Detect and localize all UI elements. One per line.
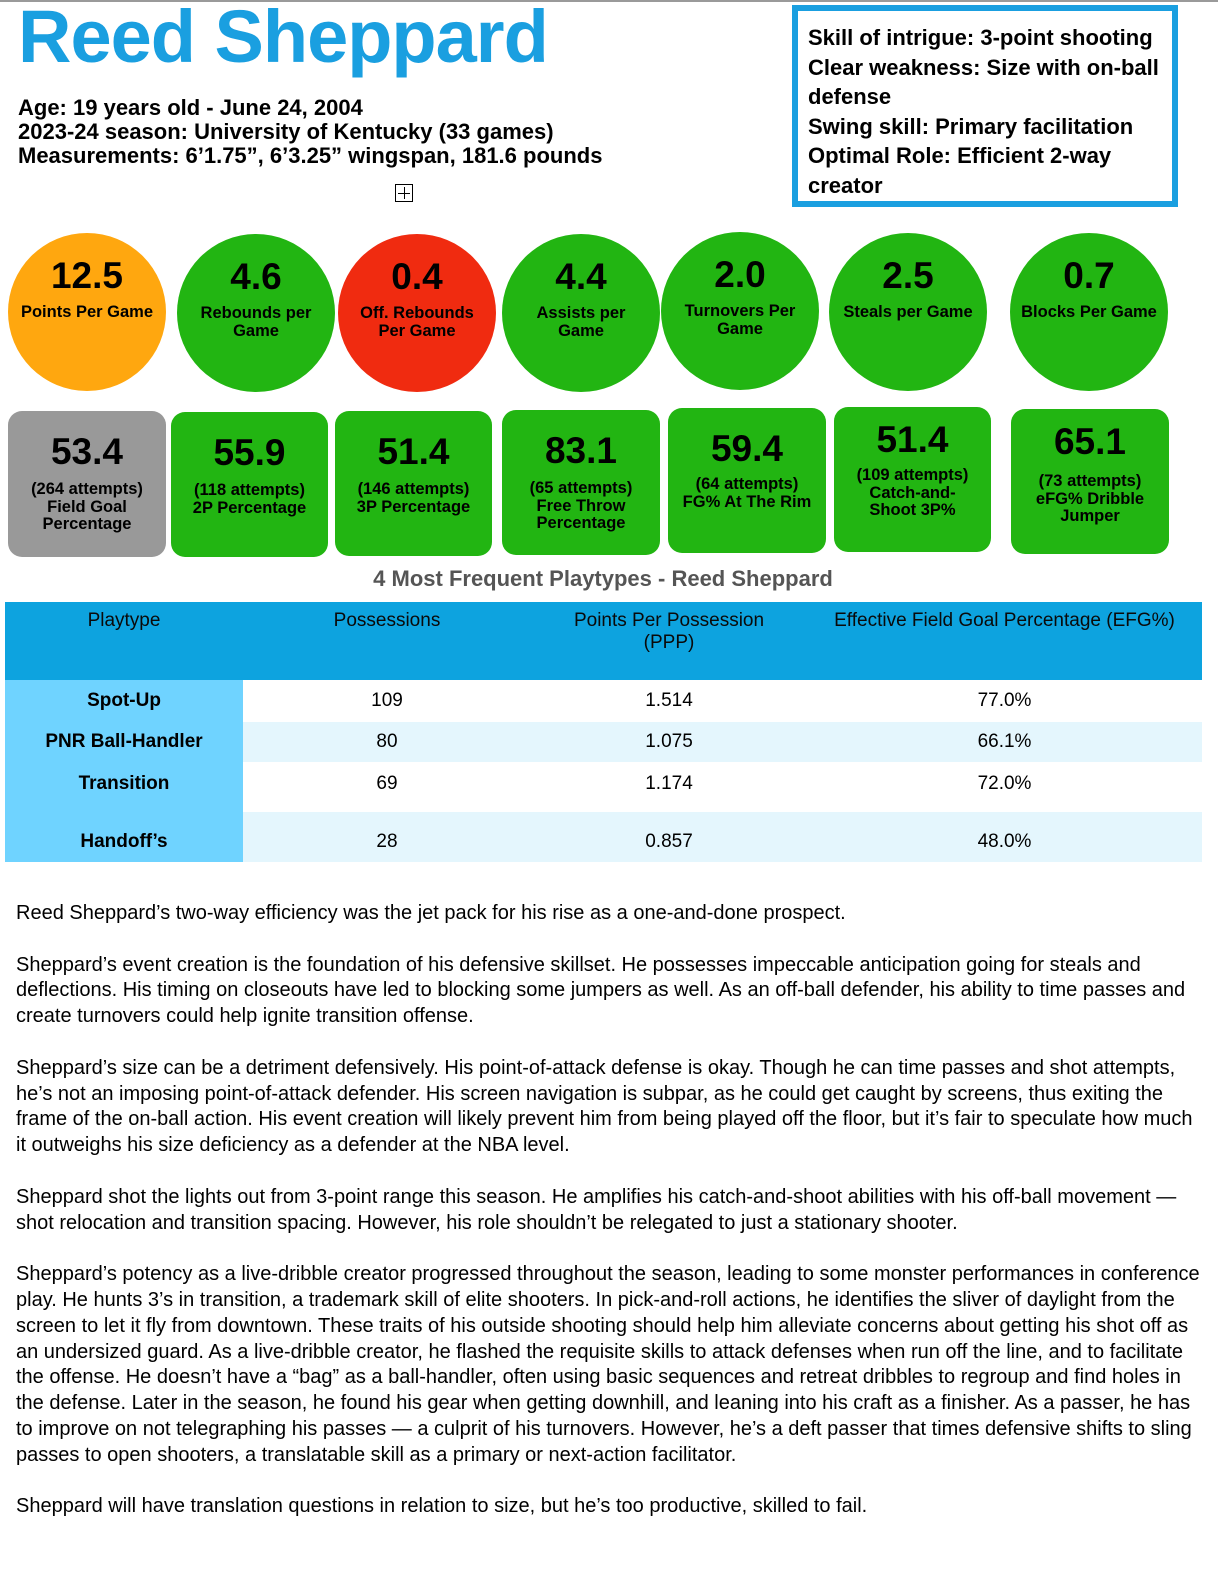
shooting-free-throw (502, 410, 660, 555)
shooting-3p (335, 411, 492, 556)
stat-label: Steals per Game (843, 303, 973, 321)
shooting-label: 3P Percentage (356, 497, 471, 516)
cell-possessions: 109 (371, 690, 403, 711)
stat-value: 12.5 (50, 255, 123, 296)
shooting-label: eFG% Dribble Jumper (1035, 489, 1145, 525)
stat-value: 4.6 (230, 256, 282, 297)
shooting-value: 83.1 (544, 430, 617, 471)
stat-rebounds-per-game (177, 234, 335, 392)
stat-label: Rebounds per Game (200, 304, 312, 340)
stat-label: Turnovers Per Game (684, 302, 796, 338)
stat-off-rebounds-per-game (338, 234, 496, 392)
cell-possessions: 69 (376, 773, 398, 794)
table-row (5, 680, 1202, 722)
skill-weakness: Clear weakness: Size with on-ball defense (808, 54, 1159, 109)
player-bio (18, 96, 602, 168)
article-paragraph: Reed Sheppard’s two-way efficiency was the jet pack for his rise as a one-and-done prospect. (16, 902, 846, 924)
shooting-attempts: (146 attempts) (357, 480, 470, 498)
shooting-attempts: (109 attempts) (856, 466, 969, 484)
shooting-label: FG% At The Rim (682, 492, 812, 511)
stat-value: 2.5 (882, 255, 934, 296)
stat-steals-per-game (829, 233, 987, 391)
cell-playtype: Transition (5, 762, 243, 812)
cell-efg: 66.1% (807, 722, 1202, 762)
article-paragraph: Sheppard will have translation questions in relation to size, but he’s too productive, skilled to fail. (16, 1495, 868, 1518)
cell-efg: 48.0% (807, 812, 1202, 862)
shooting-attempts: (64 attempts) (695, 475, 799, 493)
shooting-value: 59.4 (710, 428, 783, 469)
bio-measurements: Measurements: 6’1.75”, 6’3.25” wingspan, 181.6 pounds (18, 143, 603, 168)
cell-efg: 77.0% (977, 690, 1032, 711)
cell-efg: 72.0% (977, 773, 1032, 794)
cell-ppp: 1.514 (645, 690, 693, 711)
shooting-value: 51.4 (876, 419, 949, 460)
stat-value: 2.0 (714, 254, 766, 295)
table-row (5, 762, 1202, 812)
article-paragraph: Sheppard’s event creation is the foundation of his defensive skillset. He possesses impeccable anticipation going for steals and deflections. His timing on closeouts have led to blocking some jumpers as well. As an off-ball defender, his ability to time passes and create turnovers could help ignite transition offense. (16, 953, 1186, 1028)
shooting-value: 53.4 (50, 431, 123, 472)
stat-label: Off. Rebounds Per Game (360, 304, 474, 340)
stat-label: Assists per Game (536, 304, 626, 340)
shooting-value: 55.9 (213, 432, 286, 473)
bio-season: 2023-24 season: University of Kentucky (33 games) (18, 119, 554, 144)
stat-label: Points Per Game (20, 303, 154, 321)
stat-blocks-per-game (1010, 233, 1168, 391)
shooting-catch-and-shoot (834, 407, 991, 552)
stat-points-per-game (8, 233, 166, 391)
shooting-attempts: (264 attempts) (31, 480, 143, 498)
skill-summary-box (792, 5, 1178, 207)
skill-swing: Swing skill: Primary facilitation (808, 113, 1134, 139)
shooting-attempts: (73 attempts) (1038, 472, 1142, 490)
stat-value: 0.7 (1063, 255, 1115, 296)
cell-ppp: 1.174 (645, 773, 693, 794)
shooting-label: Catch-and-Shoot 3P% (869, 483, 956, 519)
stat-value: 0.4 (391, 256, 443, 297)
bio-age: Age: 19 years old - June 24, 2004 (18, 95, 363, 120)
stat-label: Blocks Per Game (1021, 303, 1157, 321)
skill-intrigue: Skill of intrigue: 3-point shooting (808, 25, 1153, 50)
playtypes-title: 4 Most Frequent Playtypes - Reed Sheppard (373, 566, 833, 591)
cell-possessions: 80 (243, 722, 531, 762)
article-paragraph: Sheppard’s potency as a live-dribble creator progressed throughout the season, leading to some monster performances in conference play. He hunts 3’s in transition, a trademark skill of elite shooters. In pick-and-roll actions, he identifies the sliver of daylight from the screen to let it fly from downtown. These traits of his outside shooting should help him alleviate concerns about getting his shot off as an undersized guard. As a live-dribble creator, he flashed the requisite skills to attack defenses when run off the line, and to facilitate the offense. He doesn’t have a “bag” as a ball-handler, often using basic sequences and retreat dribbles to regroup and find holes in the defense. Later in the season, he found his gear when getting downhill, and leaning into his craft as a finisher. As a passer, he has to improve on not telegraphing his passes — a culprit of his turnovers. However, he’s a deft passer that times defensive shifts to sling passes to open shooters, a translatable skill as a primary or next-action facilitator. (16, 1263, 1200, 1466)
shooting-label: Free Throw Percentage (536, 496, 626, 532)
expand-icon[interactable] (395, 184, 413, 202)
cell-playtype: Spot-Up (5, 680, 243, 722)
table-row (5, 722, 1202, 762)
stat-turnovers-per-game (661, 232, 819, 390)
shooting-attempts: (65 attempts) (529, 479, 633, 497)
cell-playtype: PNR Ball-Handler (5, 722, 243, 762)
cell-playtype: Handoff’s (5, 812, 243, 862)
header-ppp: Points Per Possession (PPP) (531, 602, 807, 680)
shooting-value: 65.1 (1053, 421, 1126, 462)
cell-ppp: 0.857 (531, 812, 807, 862)
player-name: Reed Sheppard (18, 0, 548, 78)
table-header-row (5, 602, 1202, 680)
header-efg: Effective Field Goal Percentage (EFG%) (807, 602, 1202, 680)
article-paragraph: Sheppard’s size can be a detriment defensively. His point-of-attack defense is okay. Though he can time passes and shot attempts, he’s not an imposing point-of-attack defender. His screen navigation is subpar, as he could get caught by screens, thus exiting the frame of the on-ball action. His event creation will likely prevent him from being played off the floor, but it’s fair to speculate how much it outweighs his size deficiency as a defender at the NBA level. (16, 1056, 1193, 1157)
skill-role: Optimal Role: Efficient 2-way creator (808, 143, 1112, 198)
shooting-attempts: (118 attempts) (194, 481, 305, 499)
cell-possessions: 28 (243, 812, 531, 862)
header-possessions: Possessions (243, 602, 531, 680)
stat-value: 4.4 (555, 256, 607, 297)
shooting-at-the-rim (668, 408, 826, 553)
shooting-label: Field Goal Percentage (42, 497, 132, 533)
shooting-dribble-jumper (1011, 409, 1169, 554)
cell-ppp: 1.075 (531, 722, 807, 762)
scouting-article (16, 901, 1206, 1546)
playtypes-table (5, 602, 1202, 862)
header-playtype: Playtype (5, 602, 243, 680)
article-paragraph: Sheppard shot the lights out from 3-point range this season. He amplifies his catch-and-shoot abilities with his off-ball movement — shot relocation and transition spacing. However, his role shouldn’t be relegated to just a stationary shooter. (16, 1185, 1177, 1234)
shooting-label: 2P Percentage (192, 498, 307, 517)
shooting-2p (171, 412, 328, 557)
shooting-value: 51.4 (377, 431, 450, 472)
shooting-field-goal (8, 411, 166, 557)
table-row (5, 812, 1202, 862)
stat-assists-per-game (502, 234, 660, 392)
